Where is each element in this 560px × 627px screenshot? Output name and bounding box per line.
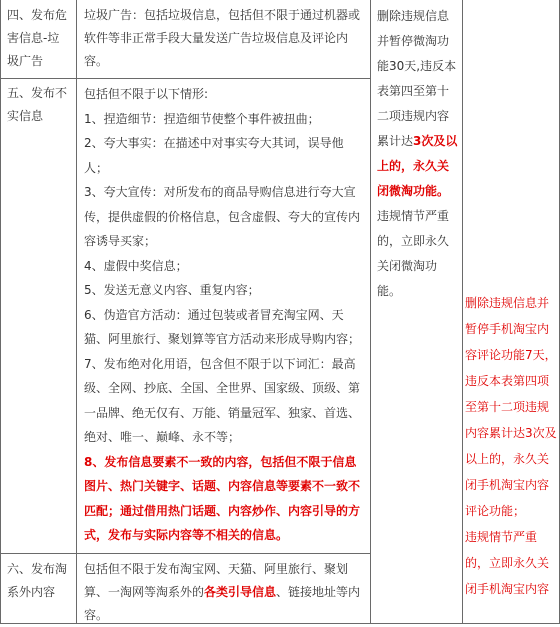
table-border: [462, 0, 463, 624]
pc-penalty: 删除违规信息 并暂停微淘功 能30天,违反本 表第四至第十 二项违规内容 累计达3次及以 上的，永久关 闭微淘功能。 违规情节严重 的，立即永久 关闭微淘功 能。: [377, 9, 458, 298]
table-border: [0, 0, 1, 624]
table-border: [76, 0, 77, 624]
row6-description: 包括但不限于发布淘宝网、天猫、阿里旅行、聚划 算、一淘网等淘系外的各类引导信息、链接地址等内 容。: [84, 562, 361, 622]
table-border: [370, 0, 371, 624]
table-border: [0, 78, 371, 79]
row5-description: 包括但不限于以下情形: 1、捏造细节：捏造细节使整个事件被扭曲； 2、夸大事实：在描述中对事实夸大其词，误导他 人； 3、夸大宣传：对所发布的商品导购信息进行夸大宣 传，提供虚假的价格信息，包含虚假、夸大的宣传内 容诱导买家； 4、虚假中奖信息； 5、发送无意义内容、重复内容； 6、伪造官方活动：通过包装或者冒充淘宝网、天 猫、阿里旅行、聚划算等官方活动来形成导购内容； 7、发布绝对化用语，包含但不限于以下词汇：最高 级、全网、抄底、全国、全世界、国家级、顶级、第 一品牌、绝无仅有、万能、销量冠军、独家、首选、 绝对、唯一、巅峰、永不等； 8、发布信息要素不一致的内容，包括但不限于信息 图片、热门关键字、话题、内容信息等要素不一致不 匹配；通过借用热门话题、内容炒作、内容引导的方 式，发布与实际内容等不相关的信息。: [84, 87, 361, 542]
row4-description: 垃圾广告：包括垃圾信息，包括但不限于通过机器或 软件等非正常手段大量发送广告垃圾信息及评论内 容。: [84, 8, 361, 68]
row4-category: 四、发布危 害信息-垃 圾广告: [7, 8, 68, 68]
table-border: [0, 553, 371, 554]
row6-category: 六、发布淘 系外内容: [7, 562, 68, 599]
row5-category: 五、发布不 实信息: [7, 86, 68, 123]
mobile-penalty: 删除违规信息并 暂停手机淘宝内 容评论功能7天， 违反本表第四项 至第十二项违规 内容累计达3次及 以上的，永久关 闭手机淘宝内容 评论功能； 违规情节严重 的，立即永久关 闭手机淘宝内容: [465, 296, 557, 596]
